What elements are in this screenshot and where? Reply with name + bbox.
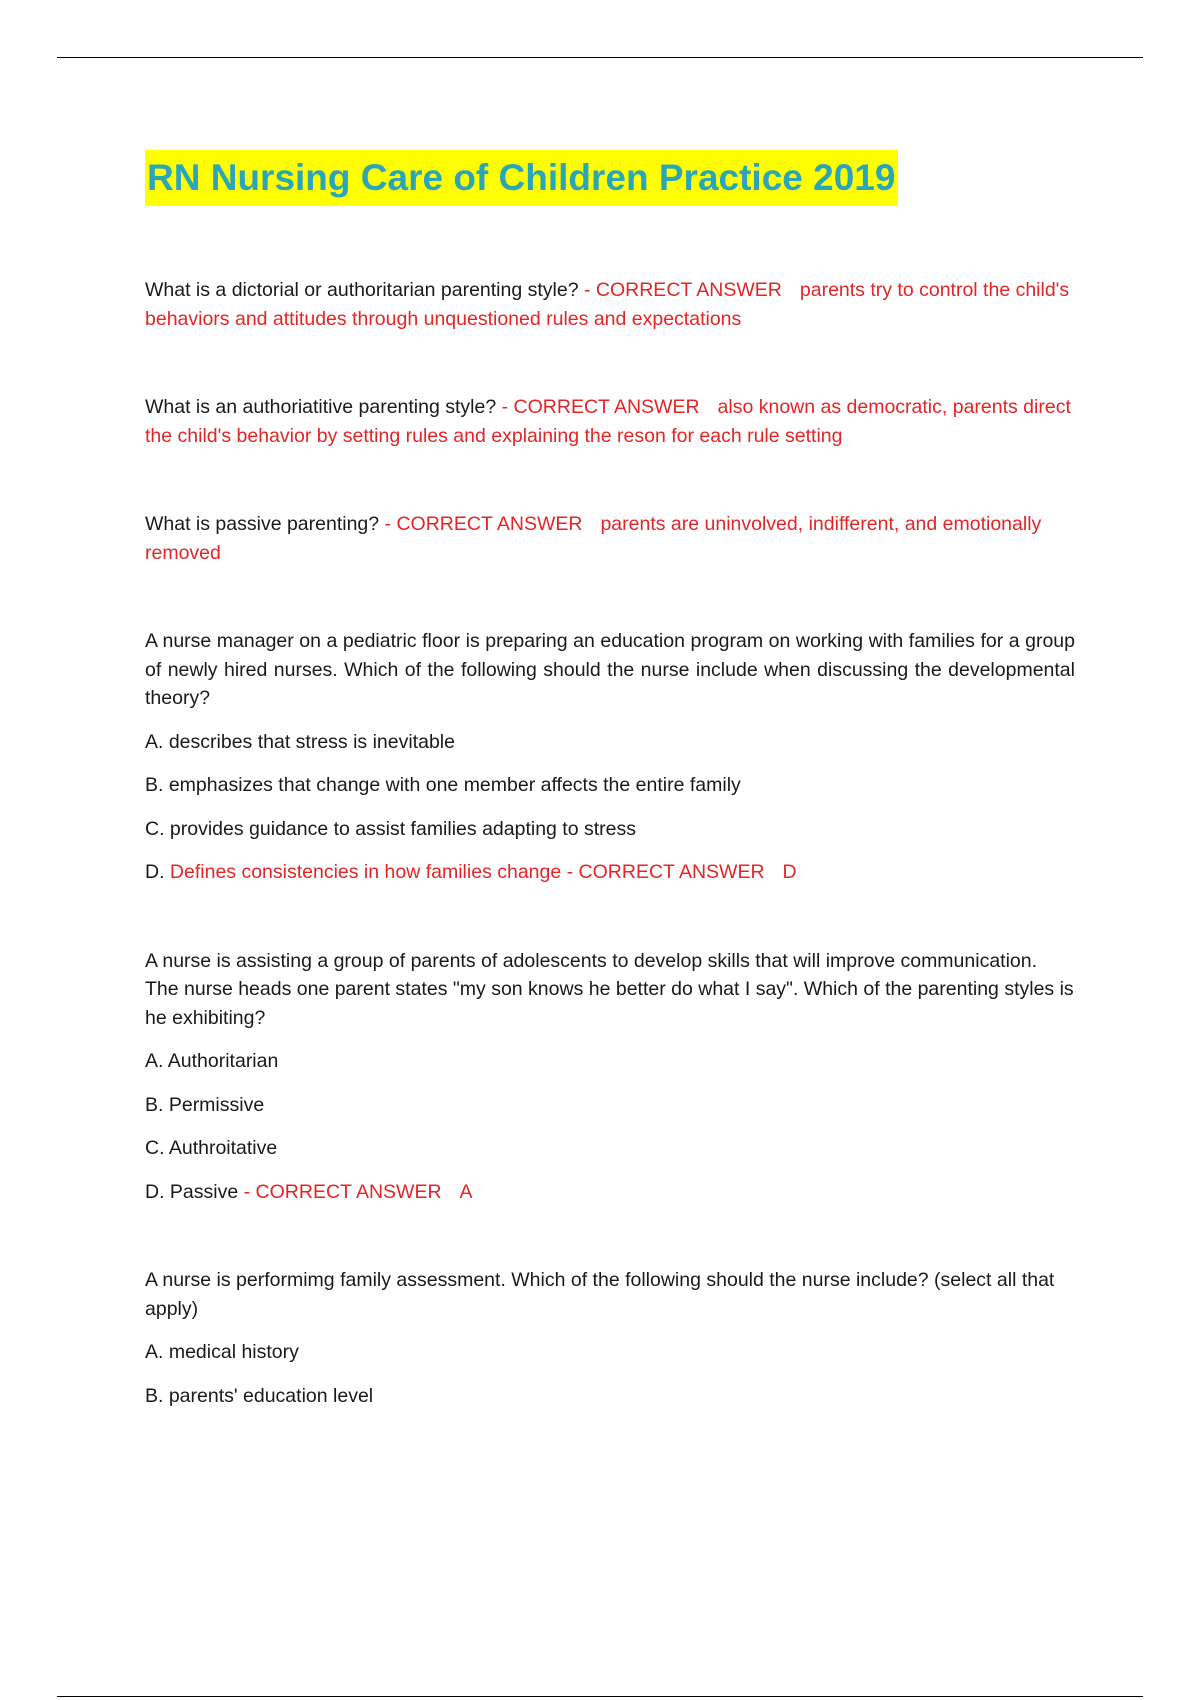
option-item: B. parents' education level [145, 1384, 374, 1407]
option-item: A. medical history [145, 1341, 299, 1363]
answer-text: parents try to control the child's behaviors and attitudes through unquestioned rules and expectations [145, 279, 1070, 330]
option-item: C. provides guidance to assist families adapting to stress [145, 817, 636, 840]
question-text: A nurse manager on a pediatric floor is preparing an education program on working with families for a group of newly hired nurses. Which of the following should the nurse include when discussing the developmental theory? [145, 630, 1075, 709]
option-text: D. Passive [145, 1180, 239, 1203]
qa-item [145, 393, 1075, 450]
option-item [145, 858, 1075, 887]
qa-text [145, 276, 1075, 333]
footer-rule [57, 1696, 1143, 1697]
answer-text: A [459, 1180, 473, 1203]
qa-item [145, 1266, 1075, 1410]
answer-text: also known as democratic, parents direct the child's behavior by setting rules and explaining the reson for each rule setting [145, 396, 1071, 447]
question-text: What is an authoriatitive parenting style? [145, 396, 497, 418]
correct-answer-label: - CORRECT ANSWER [243, 1180, 442, 1203]
option-item: B. Permissive [145, 1093, 265, 1116]
option-item [145, 1178, 1075, 1207]
correct-answer-label: - CORRECT ANSWER [566, 861, 765, 883]
qa-text [145, 510, 1075, 567]
question-text: What is passive parenting? [145, 513, 380, 535]
option-item: A. describes that stress is inevitable [145, 730, 455, 753]
option-item: C. Authroitative [145, 1137, 278, 1159]
answer-text: D [782, 861, 797, 883]
correct-answer-label: - CORRECT ANSWER [384, 513, 583, 535]
option-text: Defines consistencies in how families change [169, 861, 562, 883]
header-rule [57, 57, 1143, 58]
option-item: B. emphasizes that change with one member affects the entire family [145, 774, 741, 796]
qa-item [145, 627, 1075, 887]
qa-item [145, 276, 1075, 333]
qa-item [145, 510, 1075, 567]
document-body [145, 150, 1075, 1410]
question-text: A nurse is performimg family assessment. Which of the following should the nurse include? (select all that apply) [145, 1269, 1055, 1320]
qa-item [145, 947, 1075, 1207]
correct-answer-label: - CORRECT ANSWER [583, 279, 782, 301]
correct-answer-label: - CORRECT ANSWER [501, 396, 700, 418]
option-item: A. Authoritarian [145, 1050, 279, 1072]
answer-text: parents are uninvolved, indifferent, and emotionally removed [145, 513, 1042, 564]
page-title: RN Nursing Care of Children Practice 2019 [145, 150, 898, 206]
question-text: A nurse is assisting a group of parents of adolescents to develop skills that will improve communication. The nurse heads one parent states "my son knows he better do what I say". Which of the parenting styles is he exhibiting? [145, 949, 1074, 1029]
qa-text [145, 393, 1075, 450]
question-text: What is a dictorial or authoritarian parenting style? [145, 279, 579, 301]
option-prefix: D. [145, 861, 165, 883]
